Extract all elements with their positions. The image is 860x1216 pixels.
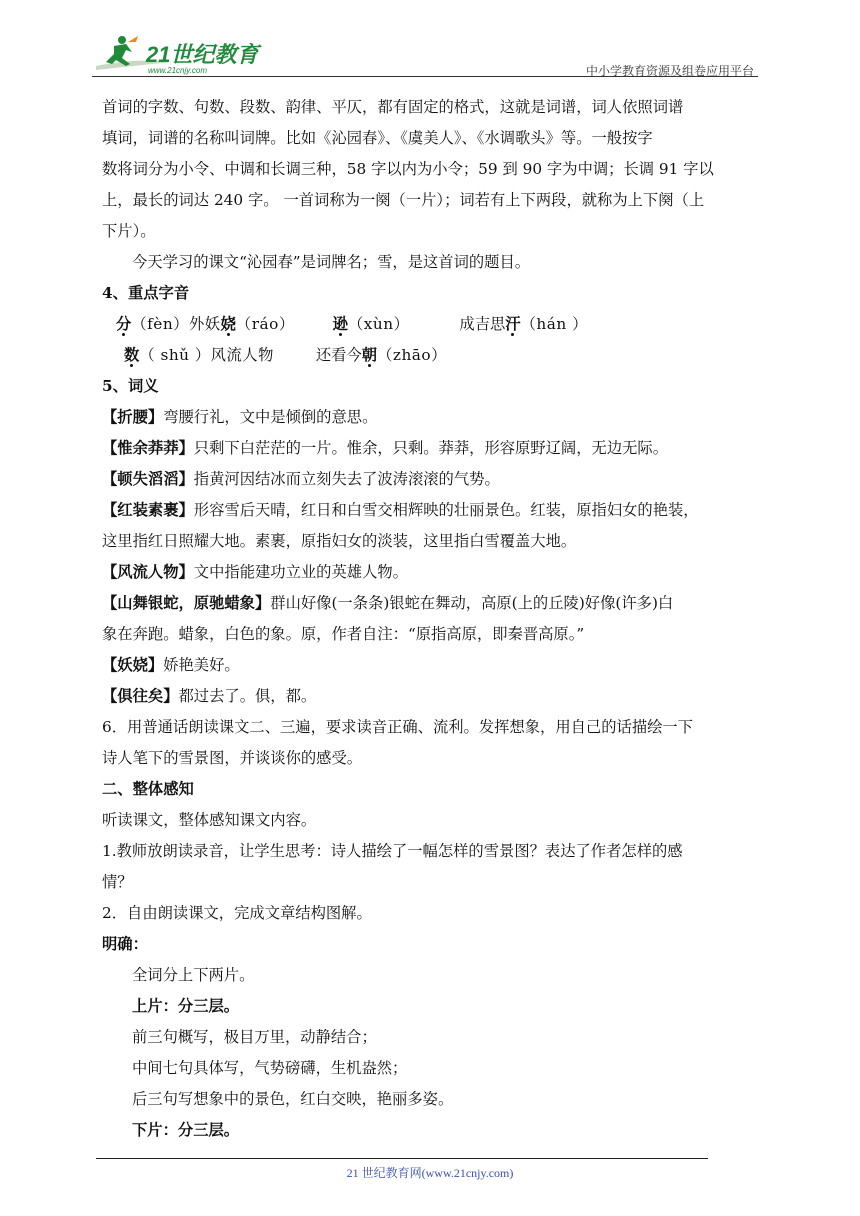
subheading: 下片：分三层。 [132,1121,240,1139]
paragraph-line: 下片）。 [102,222,156,240]
logo-url: www.21cnjy.com [148,66,207,75]
word-entry: 【折腰】弯腰行礼，文中是倾倒的意思。 [102,408,378,426]
header-divider [92,76,758,77]
section-heading: 5、词义 [102,377,159,395]
word-entry: 【红装素裹】形容雪后天晴，红日和白雪交相辉映的壮丽景色。红装，原指妇女的艳装， [102,501,699,519]
paragraph-line: 前三句概写，极目万里，动静结合； [132,1028,377,1046]
pron-char: 逊 [332,315,348,333]
word-entry: 【山舞银蛇，原驰蜡象】群山好像(一条条)银蛇在舞动，高原(上的丘陵)好像(许多)白 [102,594,674,612]
paragraph-line: 情？ [102,873,133,891]
clarify-label: 明确： [102,935,148,953]
pronunciation-line: 数（ shǔ ）风流人物 还看今朝（zhāo） [124,346,447,364]
logo [92,32,262,76]
pron-char: 分 [116,315,132,333]
pron-char: 朝 [361,346,378,364]
paragraph-line: 听读课文，整体感知课文内容。 [102,811,317,829]
word-entry: 【顿失滔滔】指黄河因结冰而立刻失去了波涛滚滚的气势。 [102,470,500,488]
document-body [102,92,760,1146]
word-entry: 【惟余莽莽】只剩下白茫茫的一片。惟余，只剩。莽莽，形容原野辽阔，无边无际。 [102,439,669,457]
pronunciation-line: 分（fèn）外妖娆（ráo） 逊（xùn） 成吉思汗（hán ） [116,315,588,333]
page-header [92,30,758,78]
word-entry-continued: 象在奔跑。蜡象，白色的象。原，作者自注：“原指高原，即秦晋高原。” [102,625,585,643]
section-heading: 4、重点字音 [102,284,190,302]
paragraph-line: 全词分上下两片。 [132,966,255,984]
paragraph-line: 数将词分为小令、中调和长调三种，58 字以内为小令；59 到 90 字为中调；长调 91 字以 [102,160,714,178]
word-entry: 【妖娆】娇艳美好。 [102,656,240,674]
paragraph-line: 1.教师放朗读录音，让学生思考：诗人描绘了一幅怎样的雪景图？表达了作者怎样的感 [102,842,683,860]
paragraph-line: 今天学习的课文“沁园春”是词牌名；雪，是这首词的题目。 [132,253,531,271]
paragraph-line: 2．自由朗读课文，完成文章结构图解。 [102,904,372,922]
paragraph-line: 诗人笔下的雪景图，并谈谈你的感受。 [102,749,363,767]
paragraph-line: 后三句写想象中的景色，红白交映，艳丽多姿。 [132,1090,454,1108]
paragraph-line: 6．用普通话朗读课文二、三遍，要求读音正确、流利。发挥想象，用自己的话描绘一下 [102,718,694,736]
section-heading: 二、整体感知 [102,780,194,798]
word-entry-continued: 这里指红日照耀大地。素裹，原指妇女的淡装，这里指白雪覆盖大地。 [102,532,577,550]
word-entry: 【风流人物】文中指能建功立业的英雄人物。 [102,563,408,581]
pron-char: 汗 [505,315,521,333]
pron-char: 娆 [220,315,236,333]
paragraph-line: 中间七句具体写，气势磅礴，生机盎然； [132,1059,408,1077]
pron-char: 数 [124,346,140,364]
footer-divider [96,1158,708,1159]
paragraph-line: 填词，词谱的名称叫词牌。比如《沁园春》、《虞美人》、《水调歌头》等。一般按字 [102,129,653,147]
platform-name: 中小学教育资源及组卷应用平台 [585,64,754,78]
subheading: 上片：分三层。 [132,997,240,1015]
paragraph-line: 上，最长的词达 240 字。 一首词称为一阕（一片）；词若有上下两段，就称为上下阕（上 [102,191,705,209]
paragraph-line: 首词的字数、句数、段数、韵律、平仄，都有固定的格式，这就是词谱，词人依照词谱 [102,98,684,116]
logo-text: 21世纪教育 [146,42,259,67]
page-footer: 21 世纪教育网(www.21cnjy.com) [346,1166,514,1180]
word-entry: 【俱往矣】都过去了。俱，都。 [102,687,317,705]
